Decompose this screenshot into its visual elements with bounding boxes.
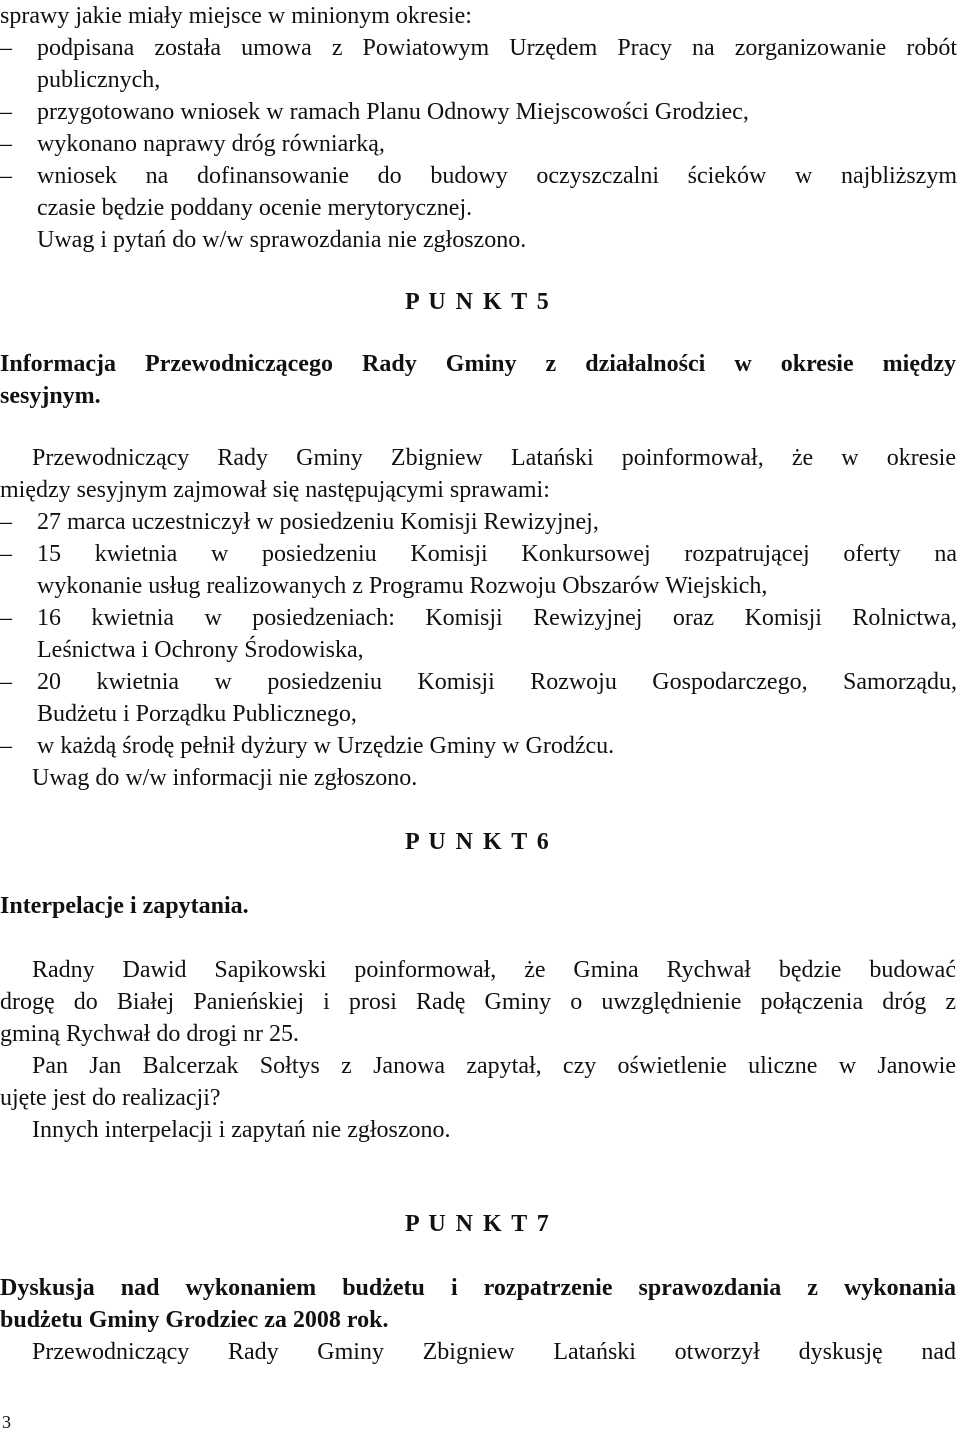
paragraph-line: gminą Rychwał do drogi nr 25. bbox=[0, 1021, 299, 1047]
section-title: Informacja Przewodniczącego Rady Gminy z działalności w okresie między bbox=[0, 351, 956, 377]
page-number: 3 bbox=[2, 1412, 11, 1432]
list-item-line: wykonanie usług realizowanych z Programu Rozwoju Obszarów Wiejskich, bbox=[37, 573, 768, 599]
list-dash: – bbox=[0, 669, 12, 695]
list-item-line: Budżetu i Porządku Publicznego, bbox=[37, 701, 357, 727]
paragraph-line: Przewodniczący Rady Gminy Zbigniew Latański otworzył dyskusję nad bbox=[32, 1339, 956, 1365]
list-dash: – bbox=[0, 733, 12, 759]
note-line: Uwag do w/w informacji nie zgłoszono. bbox=[32, 765, 418, 791]
section-heading-punkt-7: P U N K T 7 bbox=[405, 1211, 550, 1237]
list-dash: – bbox=[0, 509, 12, 535]
list-item-line: przygotowano wniosek w ramach Planu Odnowy Miejscowości Grodziec, bbox=[37, 99, 749, 125]
intro-line: sprawy jakie miały miejsce w minionym okresie: bbox=[0, 3, 472, 29]
section-heading-punkt-6: P U N K T 6 bbox=[405, 829, 550, 855]
list-dash: – bbox=[0, 163, 12, 189]
list-item-line: wykonano naprawy dróg równiarką, bbox=[37, 131, 385, 157]
list-item-line: podpisana została umowa z Powiatowym Urzędem Pracy na zorganizowanie robót bbox=[37, 35, 957, 61]
paragraph-line: Przewodniczący Rady Gminy Zbigniew Latański poinformował, że w okresie bbox=[32, 445, 956, 471]
list-item-line: Leśnictwa i Ochrony Środowiska, bbox=[37, 637, 364, 663]
list-item-line: 20 kwietnia w posiedzeniu Komisji Rozwoju Gospodarczego, Samorządu, bbox=[37, 669, 957, 695]
list-dash: – bbox=[0, 541, 12, 567]
list-dash: – bbox=[0, 99, 12, 125]
list-item-line: 27 marca uczestniczył w posiedzeniu Komisji Rewizyjnej, bbox=[37, 509, 599, 535]
list-dash: – bbox=[0, 35, 12, 61]
list-dash: – bbox=[0, 131, 12, 157]
list-item-line: wniosek na dofinansowanie do budowy oczyszczalni ścieków w najbliższym bbox=[37, 163, 957, 189]
list-item-line: 16 kwietnia w posiedzeniach: Komisji Rewizyjnej oraz Komisji Rolnictwa, bbox=[37, 605, 957, 631]
list-dash: – bbox=[0, 605, 12, 631]
list-item-line: czasie będzie poddany ocenie merytorycznej. bbox=[37, 195, 473, 221]
section-heading-punkt-5: P U N K T 5 bbox=[405, 289, 550, 315]
list-item-line: publicznych, bbox=[37, 67, 161, 93]
paragraph-line: Radny Dawid Sapikowski poinformował, że Gmina Rychwał będzie budować bbox=[32, 957, 956, 983]
paragraph-line: Innych interpelacji i zapytań nie zgłoszono. bbox=[32, 1117, 451, 1143]
note-line: Uwag i pytań do w/w sprawozdania nie zgłoszono. bbox=[37, 227, 527, 253]
paragraph-line: ujęte jest do realizacji? bbox=[0, 1085, 221, 1111]
paragraph-line: drogę do Białej Panieńskiej i prosi Radę Gminy o uwzględnienie połączenia dróg z bbox=[0, 989, 956, 1015]
paragraph-line: Pan Jan Balcerzak Sołtys z Janowa zapytał, czy oświetlenie uliczne w Janowie bbox=[32, 1053, 956, 1079]
paragraph-line: między sesyjnym zajmował się następującymi sprawami: bbox=[0, 477, 550, 503]
section-title: Dyskusja nad wykonaniem budżetu i rozpatrzenie sprawozdania z wykonania bbox=[0, 1275, 956, 1301]
list-item-line: 15 kwietnia w posiedzeniu Komisji Konkursowej rozpatrującej oferty na bbox=[37, 541, 957, 567]
section-title: budżetu Gminy Grodziec za 2008 rok. bbox=[0, 1307, 389, 1333]
section-title: Interpelacje i zapytania. bbox=[0, 893, 249, 919]
section-title: sesyjnym. bbox=[0, 383, 101, 409]
list-item-line: w każdą środę pełnił dyżury w Urzędzie Gminy w Grodźcu. bbox=[37, 733, 615, 759]
